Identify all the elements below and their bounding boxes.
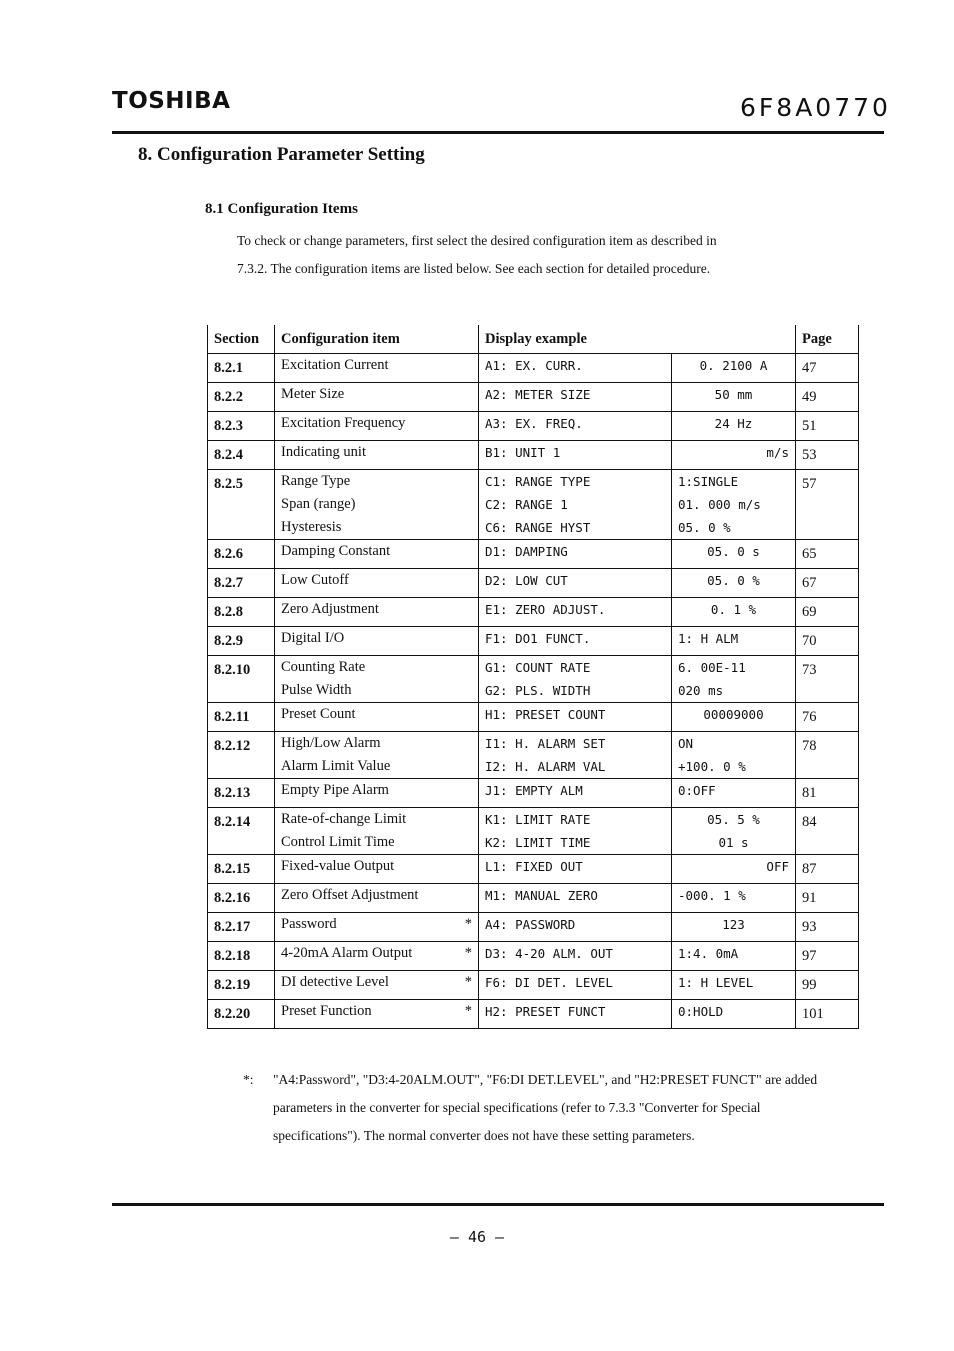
display-value-line: 123 — [722, 917, 745, 932]
item-line — [281, 884, 472, 907]
table-row — [208, 808, 859, 855]
page-reference: 101 — [796, 1000, 859, 1029]
item-label: High/Low Alarm — [281, 735, 381, 751]
display-value-line: 00009000 — [703, 707, 764, 722]
item-line — [281, 808, 472, 831]
column-header-item: Configuration item — [275, 325, 479, 354]
configuration-item — [275, 627, 479, 656]
section-number: 8.2.12 — [208, 732, 275, 779]
display-value-line: m/s — [766, 445, 789, 460]
item-label: 4-20mA Alarm Output — [281, 945, 413, 961]
display-code — [479, 732, 672, 779]
configuration-item — [275, 412, 479, 441]
display-code-line: H1: PRESET COUNT — [485, 707, 606, 722]
display-code — [479, 441, 672, 470]
page-reference: 73 — [796, 656, 859, 703]
page-reference: 84 — [796, 808, 859, 855]
section-number: 8.2.19 — [208, 971, 275, 1000]
item-label: Hysteresis — [281, 519, 342, 535]
table-row — [208, 627, 859, 656]
configuration-item — [275, 913, 479, 942]
display-code-line: L1: FIXED OUT — [485, 859, 583, 874]
display-value-line: 50 mm — [714, 387, 753, 402]
section-number: 8.2.11 — [208, 703, 275, 732]
display-value — [672, 569, 796, 598]
section-heading: 8. Configuration Parameter Setting — [138, 144, 425, 165]
table-row — [208, 540, 859, 569]
table-row — [208, 779, 859, 808]
page-reference: 99 — [796, 971, 859, 1000]
display-value — [672, 412, 796, 441]
footnote-mark: *: — [243, 1072, 254, 1087]
item-line — [281, 516, 472, 539]
display-code-line: D2: LOW CUT — [485, 573, 568, 588]
table-row — [208, 942, 859, 971]
item-label: Zero Offset Adjustment — [281, 887, 419, 903]
display-value-line: +100. 0 % — [678, 759, 746, 774]
display-code-line: J1: EMPTY ALM — [485, 783, 583, 798]
display-code-line: I1: H. ALARM SET — [485, 736, 606, 751]
footer-rule — [112, 1203, 884, 1206]
section-number: 8.2.4 — [208, 441, 275, 470]
subsection-heading: 8.1 Configuration Items — [205, 201, 358, 217]
display-value — [672, 855, 796, 884]
item-label: Control Limit Time — [281, 834, 395, 850]
item-label: Meter Size — [281, 386, 345, 402]
section-number: 8.2.1 — [208, 354, 275, 383]
display-code — [479, 656, 672, 703]
display-code-line: F1: DO1 FUNCT. — [485, 631, 591, 646]
display-code-line: C1: RANGE TYPE — [485, 474, 591, 489]
display-value-line: 05. 0 % — [678, 520, 731, 535]
display-value-line: ON — [678, 736, 694, 751]
page-reference: 87 — [796, 855, 859, 884]
item-line — [281, 755, 472, 778]
item-line — [281, 383, 472, 406]
page-reference: 67 — [796, 569, 859, 598]
table-header-row — [208, 325, 859, 354]
item-line — [281, 942, 472, 965]
section-number: 8.2.2 — [208, 383, 275, 412]
configuration-item — [275, 656, 479, 703]
configuration-item — [275, 884, 479, 913]
page-reference: 57 — [796, 470, 859, 540]
display-value — [672, 732, 796, 779]
item-label: Empty Pipe Alarm — [281, 782, 389, 798]
item-line — [281, 703, 472, 726]
display-code-line: I2: H. ALARM VAL — [485, 759, 606, 774]
item-line — [281, 412, 472, 435]
display-value — [672, 703, 796, 732]
section-number: 8.2.9 — [208, 627, 275, 656]
display-code-line: F6: DI DET. LEVEL — [485, 975, 613, 990]
section-number: 8.2.5 — [208, 470, 275, 540]
section-number: 8.2.14 — [208, 808, 275, 855]
page-reference: 69 — [796, 598, 859, 627]
configuration-item — [275, 942, 479, 971]
item-label: Fixed-value Output — [281, 858, 395, 874]
table-row — [208, 354, 859, 383]
configuration-item — [275, 569, 479, 598]
display-value-line: 1:SINGLE — [678, 474, 739, 489]
footnote-text: "A4:Password", "D3:4-20ALM.OUT", "F6:DI DET.LEVEL", and "H2:PRESET FUNCT" are added parameters in the converter for special specifications (refer to 7.3.3 "Converter for Special specifications"). The normal converter does not have these setting parameters. — [273, 1072, 818, 1143]
display-code-line: A2: METER SIZE — [485, 387, 591, 402]
display-code — [479, 470, 672, 540]
configuration-item — [275, 703, 479, 732]
display-value — [672, 354, 796, 383]
display-code-line: M1: MANUAL ZERO — [485, 888, 598, 903]
display-code — [479, 540, 672, 569]
page-reference: 47 — [796, 354, 859, 383]
configuration-item — [275, 383, 479, 412]
configuration-items-table — [207, 325, 859, 1029]
item-line — [281, 971, 472, 994]
item-line — [281, 569, 472, 592]
table-row — [208, 412, 859, 441]
display-value-line: 1:4. 0mA — [678, 946, 739, 961]
display-value-line: -000. 1 % — [678, 888, 746, 903]
page-reference: 97 — [796, 942, 859, 971]
configuration-item — [275, 1000, 479, 1029]
display-value-line: 24 Hz — [714, 416, 753, 431]
table-row — [208, 470, 859, 540]
column-header-display: Display example — [479, 325, 796, 354]
display-value-line: 05. 0 s — [707, 544, 760, 559]
item-line — [281, 470, 472, 493]
display-value — [672, 627, 796, 656]
page-reference: 91 — [796, 884, 859, 913]
display-code-line: K1: LIMIT RATE — [485, 812, 591, 827]
item-label: Alarm Limit Value — [281, 758, 391, 774]
section-number: 8.2.18 — [208, 942, 275, 971]
configuration-item — [275, 540, 479, 569]
display-value — [672, 971, 796, 1000]
item-label: Digital I/O — [281, 630, 345, 646]
display-code-line: A3: EX. FREQ. — [485, 416, 583, 431]
special-spec-marker: * — [464, 945, 472, 961]
item-line — [281, 779, 472, 802]
column-header-page: Page — [796, 325, 859, 354]
table-row — [208, 913, 859, 942]
item-line — [281, 855, 472, 878]
item-label: Counting Rate — [281, 659, 366, 675]
table-row — [208, 441, 859, 470]
item-line — [281, 679, 472, 702]
configuration-item — [275, 808, 479, 855]
section-number: 8.2.16 — [208, 884, 275, 913]
display-value — [672, 942, 796, 971]
section-number: 8.2.10 — [208, 656, 275, 703]
item-label: Password — [281, 916, 337, 932]
display-value-line: 05. 0 % — [707, 573, 760, 588]
item-line — [281, 540, 472, 563]
document-number: 6F8A0770 — [740, 93, 891, 122]
page-reference: 53 — [796, 441, 859, 470]
display-code — [479, 1000, 672, 1029]
section-number: 8.2.6 — [208, 540, 275, 569]
item-line — [281, 656, 472, 679]
display-code-line: C6: RANGE HYST — [485, 520, 591, 535]
item-label: Preset Function — [281, 1003, 372, 1019]
page-number: – 46 – — [449, 1228, 505, 1246]
page-reference: 76 — [796, 703, 859, 732]
table-row — [208, 1000, 859, 1029]
intro-line: 7.3.2. The configuration items are listed below. See each section for detailed procedure. — [237, 261, 711, 276]
display-code — [479, 808, 672, 855]
display-code-line: K2: LIMIT TIME — [485, 835, 591, 850]
special-spec-marker: * — [464, 1003, 472, 1019]
display-value-line: 020 ms — [678, 683, 724, 698]
display-value-line: 05. 5 % — [707, 812, 760, 827]
display-value-line: 01. 000 m/s — [678, 497, 761, 512]
section-number: 8.2.15 — [208, 855, 275, 884]
item-label: Low Cutoff — [281, 572, 349, 588]
page-reference: 65 — [796, 540, 859, 569]
item-line — [281, 441, 472, 464]
display-code — [479, 855, 672, 884]
configuration-item — [275, 598, 479, 627]
item-label: Span (range) — [281, 496, 356, 512]
item-label: Preset Count — [281, 706, 356, 722]
display-value-line: 1: H ALM — [678, 631, 739, 646]
display-value — [672, 913, 796, 942]
configuration-item — [275, 855, 479, 884]
display-value-line: OFF — [766, 859, 789, 874]
display-code — [479, 971, 672, 1000]
item-label: Pulse Width — [281, 682, 352, 698]
display-value — [672, 808, 796, 855]
display-value-line: 1: H LEVEL — [678, 975, 754, 990]
item-line — [281, 732, 472, 755]
display-code — [479, 942, 672, 971]
column-header-section: Section — [208, 325, 275, 354]
item-line — [281, 831, 472, 854]
page-reference: 78 — [796, 732, 859, 779]
display-value-line: 0. 2100 A — [699, 358, 768, 373]
display-code — [479, 779, 672, 808]
display-value — [672, 656, 796, 703]
display-code — [479, 412, 672, 441]
item-label: Excitation Current — [281, 357, 389, 373]
display-code — [479, 703, 672, 732]
display-value — [672, 1000, 796, 1029]
page-reference: 70 — [796, 627, 859, 656]
section-number: 8.2.17 — [208, 913, 275, 942]
display-value — [672, 779, 796, 808]
display-code — [479, 884, 672, 913]
display-value-line: 6. 00E-11 — [678, 660, 746, 675]
display-code-line: A4: PASSWORD — [485, 917, 576, 932]
display-code-line: G1: COUNT RATE — [485, 660, 591, 675]
configuration-item — [275, 470, 479, 540]
intro-line: To check or change parameters, first select the desired configuration item as described in — [237, 233, 717, 248]
section-number: 8.2.8 — [208, 598, 275, 627]
configuration-item — [275, 971, 479, 1000]
display-code — [479, 913, 672, 942]
display-code-line: A1: EX. CURR. — [485, 358, 583, 373]
configuration-item — [275, 779, 479, 808]
display-code — [479, 354, 672, 383]
configuration-item — [275, 732, 479, 779]
display-value — [672, 383, 796, 412]
page-reference: 49 — [796, 383, 859, 412]
item-label: Range Type — [281, 473, 351, 489]
table-row — [208, 598, 859, 627]
table-row — [208, 656, 859, 703]
item-line — [281, 598, 472, 621]
display-code — [479, 598, 672, 627]
table-row — [208, 732, 859, 779]
display-value — [672, 598, 796, 627]
display-code-line: H2: PRESET FUNCT — [485, 1004, 606, 1019]
special-spec-marker: * — [464, 916, 472, 932]
item-label: Excitation Frequency — [281, 415, 406, 431]
table-row — [208, 569, 859, 598]
display-code-line: D1: DAMPING — [485, 544, 568, 559]
display-code-line: C2: RANGE 1 — [485, 497, 568, 512]
table-row — [208, 884, 859, 913]
section-number: 8.2.7 — [208, 569, 275, 598]
intro-paragraph — [237, 227, 857, 283]
section-number: 8.2.3 — [208, 412, 275, 441]
display-value-line: 0:OFF — [678, 783, 716, 798]
page-reference: 93 — [796, 913, 859, 942]
table-row — [208, 855, 859, 884]
item-label: Damping Constant — [281, 543, 391, 559]
display-value — [672, 470, 796, 540]
page-reference: 51 — [796, 412, 859, 441]
section-number: 8.2.13 — [208, 779, 275, 808]
display-code-line: D3: 4-20 ALM. OUT — [485, 946, 613, 961]
item-label: Zero Adjustment — [281, 601, 379, 617]
page-reference: 81 — [796, 779, 859, 808]
display-code — [479, 569, 672, 598]
display-value — [672, 540, 796, 569]
display-value-line: 0:HOLD — [678, 1004, 724, 1019]
table-row — [208, 383, 859, 412]
item-line — [281, 354, 472, 377]
display-code-line: E1: ZERO ADJUST. — [485, 602, 606, 617]
item-label: Indicating unit — [281, 444, 366, 460]
display-code-line: B1: UNIT 1 — [485, 445, 561, 460]
configuration-item — [275, 354, 479, 383]
table-body — [208, 354, 859, 1029]
display-value — [672, 884, 796, 913]
item-line — [281, 493, 472, 516]
footnote — [243, 1066, 843, 1150]
section-number: 8.2.20 — [208, 1000, 275, 1029]
display-code — [479, 383, 672, 412]
table-row — [208, 971, 859, 1000]
company-logo: TOSHIBA — [112, 88, 231, 114]
item-line — [281, 1000, 472, 1023]
item-label: DI detective Level — [281, 974, 389, 990]
item-line — [281, 627, 472, 650]
display-value-line: 01 s — [718, 835, 749, 850]
special-spec-marker: * — [464, 974, 472, 990]
configuration-item — [275, 441, 479, 470]
header-rule — [112, 131, 884, 134]
item-line — [281, 913, 472, 936]
display-code — [479, 627, 672, 656]
display-value — [672, 441, 796, 470]
display-code-line: G2: PLS. WIDTH — [485, 683, 591, 698]
item-label: Rate-of-change Limit — [281, 811, 407, 827]
table-row — [208, 703, 859, 732]
display-value-line: 0. 1 % — [710, 602, 757, 617]
